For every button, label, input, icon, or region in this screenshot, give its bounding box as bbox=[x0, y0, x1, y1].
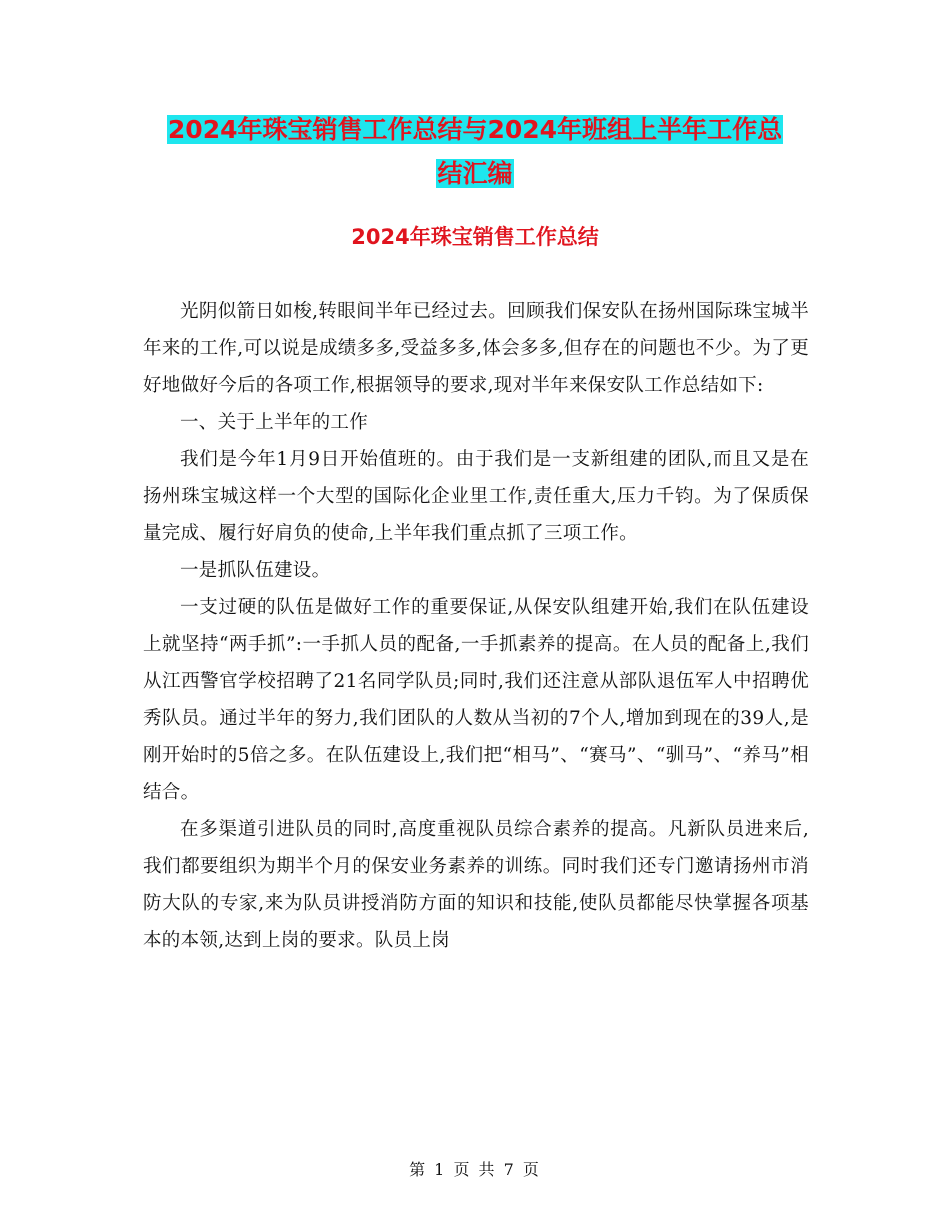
paragraph-training: 在多渠道引进队员的同时,高度重视队员综合素养的提高。凡新队员进来后,我们都要组织为期半个月的保安业务素养的训练。同时我们还专门邀请扬州市消防大队的专家,来为队员讲授消防方面的知识和技能,使队员都能尽快掌握各项基本的本领,达到上岗的要求。队员上岗 bbox=[143, 819, 809, 951]
document-title-line-2: 结汇编 bbox=[437, 159, 513, 188]
document-title-line-1: 2024年珠宝销售工作总结与2024年班组上半年工作总 bbox=[167, 115, 783, 144]
paragraph-team-building-heading: 一是抓队伍建设。 bbox=[180, 560, 331, 581]
document-title bbox=[0, 106, 950, 154]
paragraph-start-duty: 我们是今年1月9日开始值班的。由于我们是一支新组建的团队,而且又是在扬州珠宝城这样一个大型的国际化企业里工作,责任重大,压力千钧。为了保质保量完成、履行好肩负的使命,上半年我们重点抓了三项工作。 bbox=[143, 449, 809, 544]
page-number-footer: 第 1 页 共 7 页 bbox=[409, 1160, 541, 1179]
document-body bbox=[143, 293, 809, 959]
document-title-continued bbox=[0, 150, 950, 198]
paragraph-intro: 光阴似箭日如梭,转眼间半年已经过去。回顾我们保安队在扬州国际珠宝城半年来的工作,可以说是成绩多多,受益多多,体会多多,但存在的问题也不少。为了更好地做好今后的各项工作,根据领导的要求,现对半年来保安队工作总结如下: bbox=[143, 301, 809, 396]
section-title: 2024年珠宝销售工作总结 bbox=[351, 225, 599, 249]
paragraph-team-building: 一支过硬的队伍是做好工作的重要保证,从保安队组建开始,我们在队伍建设上就坚持“两手抓”:一手抓人员的配备,一手抓素养的提高。在人员的配备上,我们从江西警官学校招聘了21名同学队员;同时,我们还注意从部队退伍军人中招聘优秀队员。通过半年的努力,我们团队的人数从当初的7个人,增加到现在的39人,是刚开始时的5倍之多。在队伍建设上,我们把“相马”、“赛马”、“驯马”、“养马”相结合。 bbox=[143, 597, 809, 803]
paragraph-heading-first-half: 一、关于上半年的工作 bbox=[180, 412, 369, 433]
